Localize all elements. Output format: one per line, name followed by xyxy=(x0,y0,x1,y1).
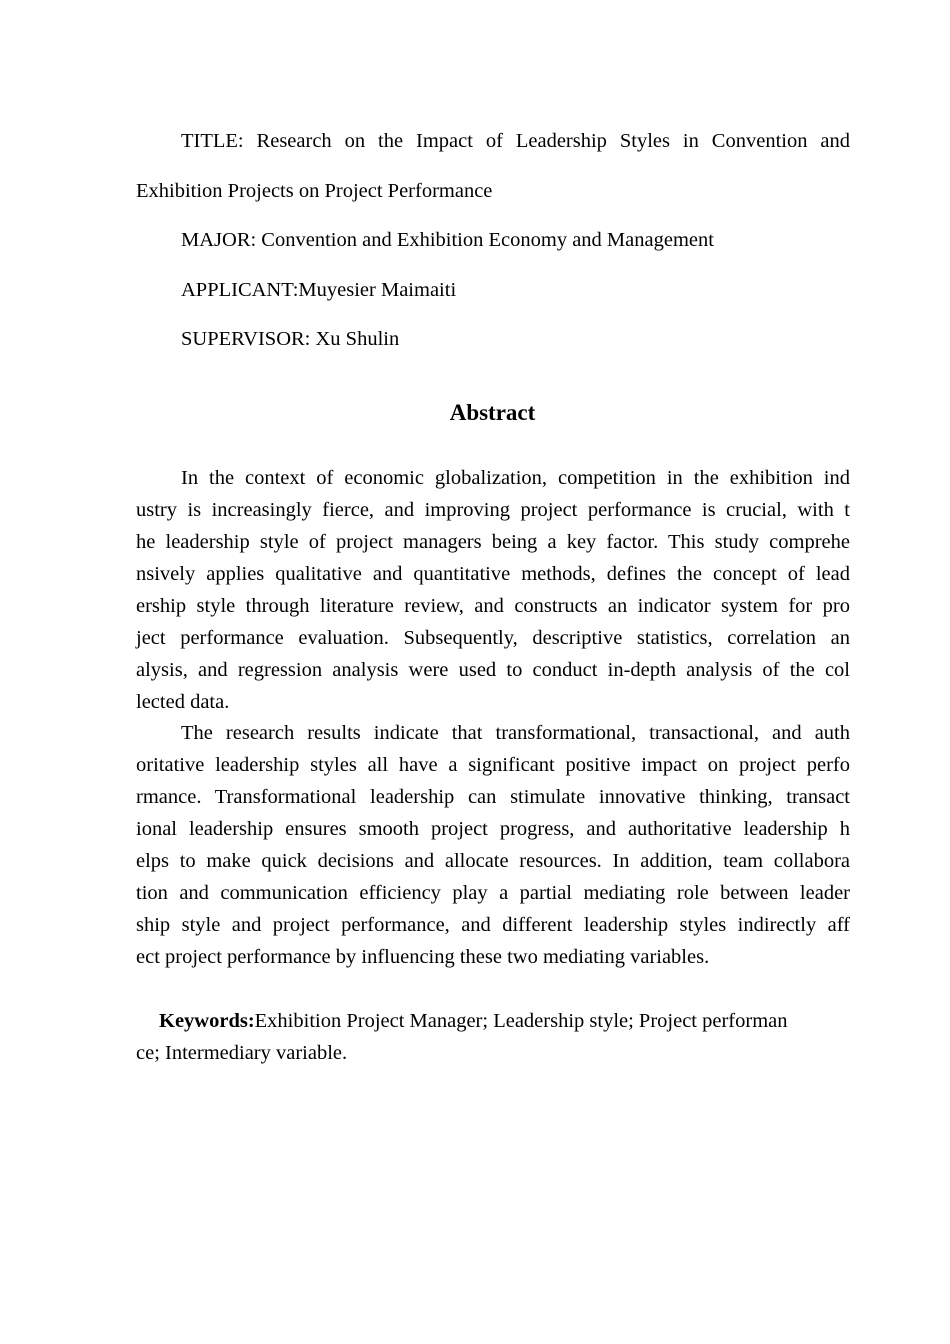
keywords-line-1 xyxy=(159,1008,788,1034)
abstract-p1-line: nsively applies qualitative and quantitative methods, defines the concept of lead xyxy=(136,563,850,585)
abstract-heading: Abstract xyxy=(449,400,536,425)
abstract-p2-line: elps to make quick decisions and allocate resources. In addition, team collabora xyxy=(136,850,850,872)
abstract-p1-line: ustry is increasingly fierce, and improving project performance is crucial, with t xyxy=(136,499,850,521)
abstract-p2-line: ional leadership ensures smooth project progress, and authoritative leadership h xyxy=(136,818,850,840)
abstract-p2-line: ect project performance by influencing these two mediating variables. xyxy=(136,946,710,968)
abstract-p1-line: lected data. xyxy=(136,691,230,713)
abstract-p2-line: The research results indicate that transformational, transactional, and auth xyxy=(181,722,850,744)
supervisor-line: SUPERVISOR: Xu Shulin xyxy=(181,328,400,350)
abstract-p1-line: he leadership style of project managers being a key factor. This study comprehe xyxy=(136,531,850,553)
keywords-label: Keywords: xyxy=(159,1010,255,1032)
abstract-p2-line: rmance. Transformational leadership can stimulate innovative thinking, transact xyxy=(136,786,850,808)
abstract-p2-line: tion and communication efficiency play a partial mediating role between leader xyxy=(136,882,850,904)
applicant-line: APPLICANT:Muyesier Maimaiti xyxy=(181,279,457,301)
abstract-p1-line: alysis, and regression analysis were used to conduct in-depth analysis of the col xyxy=(136,659,850,681)
title-line-1: TITLE: Research on the Impact of Leadership Styles in Convention and xyxy=(181,130,850,152)
abstract-p2-line: ship style and project performance, and different leadership styles indirectly aff xyxy=(136,914,850,936)
keywords-line-2: ce; Intermediary variable. xyxy=(136,1042,348,1064)
abstract-p1-line: In the context of economic globalization, competition in the exhibition ind xyxy=(181,467,850,489)
abstract-p1-line: ject performance evaluation. Subsequently, descriptive statistics, correlation an xyxy=(136,627,850,649)
major-line: MAJOR: Convention and Exhibition Economy and Management xyxy=(181,229,714,251)
title-line-2: Exhibition Projects on Project Performance xyxy=(136,180,493,202)
keywords-text: Exhibition Project Manager; Leadership style; Project performan xyxy=(254,1010,788,1032)
abstract-p2-line: oritative leadership styles all have a significant positive impact on project perfo xyxy=(136,754,850,776)
abstract-p1-line: ership style through literature review, and constructs an indicator system for pro xyxy=(136,595,850,617)
